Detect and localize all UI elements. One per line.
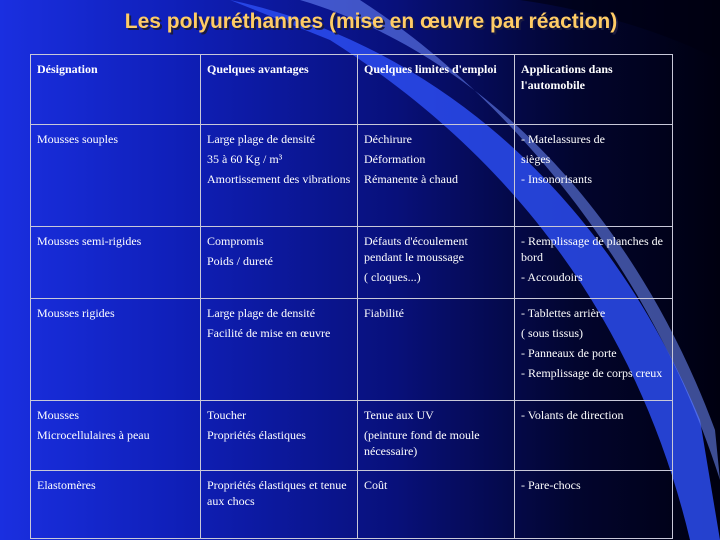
cell-text: Facilité de mise en œuvre bbox=[207, 326, 331, 340]
cell-avantages bbox=[201, 471, 358, 539]
cell-limites bbox=[358, 299, 515, 401]
cell-text: - Panneaux de porte bbox=[521, 346, 617, 360]
cell-text: - Insonorisants bbox=[521, 172, 592, 186]
cell-text: Amortissement des vibrations bbox=[207, 172, 351, 186]
cell-text: Rémanente à chaud bbox=[364, 172, 458, 186]
slide-title: Les polyuréthannes (mise en œuvre par réaction) bbox=[124, 10, 618, 33]
cell-text: - Accoudoirs bbox=[521, 270, 583, 284]
header-designation: Désignation bbox=[31, 55, 201, 125]
cell-applications bbox=[515, 125, 673, 227]
cell-text: - Pare-chocs bbox=[521, 478, 581, 492]
cell-text: Mousses rigides bbox=[37, 306, 115, 320]
cell-designation bbox=[31, 471, 201, 539]
header-limites: Quelques limites d'emploi bbox=[358, 55, 515, 125]
cell-text: (peinture fond de moule nécessaire) bbox=[364, 428, 480, 458]
cell-text: Poids / dureté bbox=[207, 254, 273, 268]
cell-designation bbox=[31, 299, 201, 401]
cell-text: Microcellulaires à peau bbox=[37, 428, 150, 442]
cell-avantages bbox=[201, 299, 358, 401]
cell-text: Mousses souples bbox=[37, 132, 119, 146]
table-row bbox=[31, 299, 673, 401]
cell-text: - Volants de direction bbox=[521, 408, 624, 422]
cell-limites bbox=[358, 401, 515, 471]
cell-text: Déformation bbox=[364, 152, 426, 166]
cell-text: Elastomères bbox=[37, 478, 96, 492]
cell-text: Tenue aux UV bbox=[364, 408, 434, 422]
cell-avantages bbox=[201, 227, 358, 299]
table-header-row bbox=[31, 55, 673, 125]
table-row bbox=[31, 227, 673, 299]
cell-text: Fiabilité bbox=[364, 306, 404, 320]
cell-avantages bbox=[201, 401, 358, 471]
cell-text: Large plage de densité bbox=[207, 132, 316, 146]
cell-designation bbox=[31, 227, 201, 299]
cell-text: - Remplissage de planches de bord bbox=[521, 234, 663, 264]
cell-text: sièges bbox=[521, 152, 551, 166]
cell-text: Propriétés élastiques et tenue aux chocs bbox=[207, 478, 347, 508]
table-row bbox=[31, 125, 673, 227]
cell-avantages bbox=[201, 125, 358, 227]
cell-text: Propriétés élastiques bbox=[207, 428, 306, 442]
cell-text: Déchirure bbox=[364, 132, 412, 146]
cell-text: - Tablettes arrière bbox=[521, 306, 606, 320]
header-avantages: Quelques avantages bbox=[201, 55, 358, 125]
cell-text: ( cloques...) bbox=[364, 270, 421, 284]
cell-limites bbox=[358, 227, 515, 299]
cell-text: Mousses semi-rigides bbox=[37, 234, 142, 248]
table-row bbox=[31, 401, 673, 471]
cell-text: - Matelassures de bbox=[521, 132, 605, 146]
cell-text: Mousses bbox=[37, 408, 80, 422]
cell-text: Coût bbox=[364, 478, 388, 492]
cell-applications bbox=[515, 471, 673, 539]
cell-limites bbox=[358, 125, 515, 227]
cell-text: - Remplissage de corps creux bbox=[521, 366, 663, 380]
cell-text: Défauts d'écoulement pendant le moussage bbox=[364, 234, 468, 264]
polyurethane-table bbox=[30, 54, 673, 539]
cell-applications bbox=[515, 227, 673, 299]
cell-text: Compromis bbox=[207, 234, 264, 248]
cell-applications bbox=[515, 401, 673, 471]
cell-text: 35 à 60 Kg / m³ bbox=[207, 152, 283, 166]
cell-limites bbox=[358, 471, 515, 539]
cell-applications bbox=[515, 299, 673, 401]
table-row bbox=[31, 471, 673, 539]
cell-text: Toucher bbox=[207, 408, 247, 422]
cell-text: ( sous tissus) bbox=[521, 326, 584, 340]
header-applications: Applications dans l'automobile bbox=[515, 55, 673, 125]
cell-text: Large plage de densité bbox=[207, 306, 316, 320]
cell-designation bbox=[31, 401, 201, 471]
cell-designation bbox=[31, 125, 201, 227]
